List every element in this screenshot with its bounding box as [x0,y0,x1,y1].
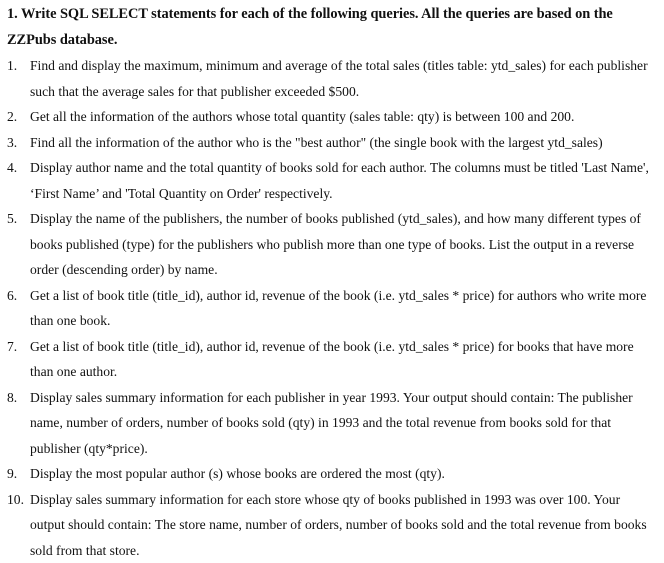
question-item [6,104,658,130]
question-text: Get all the information of the authors whose total quantity (sales table: qty) is between 100 and 200. [30,104,658,130]
question-number: 2. [6,104,30,130]
question-text: Get a list of book title (title_id), author id, revenue of the book (i.e. ytd_sales * price) for authors who write more than one book. [30,283,658,334]
question-number: 4. [6,155,30,206]
question-number: 10. [6,487,30,563]
question-number: 1. [6,53,30,104]
question-item [6,283,658,334]
question-number: 7. [6,334,30,385]
question-item [6,461,658,487]
question-text: Find and display the maximum, minimum and average of the total sales (titles table: ytd_sales) for each publisher such that the average sales for that publisher exceeded $500. [30,53,658,104]
question-number: 6. [6,283,30,334]
question-item [6,206,658,283]
question-text: Display sales summary information for each publisher in year 1993. Your output should contain: The publisher name, number of orders, number of books sold (qty) in 1993 and the total revenue from books sold for that publisher (qty*price). [30,385,658,462]
question-item [6,385,658,462]
question-number: 3. [6,130,30,156]
question-item [6,334,658,385]
question-text: Display the most popular author (s) whose books are ordered the most (qty). [30,461,658,487]
question-number: 8. [6,385,30,462]
heading-line-2: ZZPubs database. [7,28,658,54]
question-number: 5. [6,206,30,283]
question-item [6,53,658,104]
heading-line-1: 1. Write SQL SELECT statements for each of the following queries. All the queries are based on the [7,2,658,28]
question-text: Display author name and the total quantity of books sold for each author. The columns must be titled 'Last Name', ‘First Name’ and 'Total Quantity on Order' respectively. [30,155,658,206]
question-text: Display sales summary information for each store whose qty of books published in 1993 was over 100. Your output should contain: The store name, number of orders, number of books sold and the total revenue from books sold from that store. [30,487,658,563]
question-list [6,53,658,563]
assignment-heading [6,2,658,53]
question-text: Get a list of book title (title_id), author id, revenue of the book (i.e. ytd_sales * price) for books that have more than one author. [30,334,658,385]
question-text: Display the name of the publishers, the number of books published (ytd_sales), and how many different types of books published (type) for the publishers who publish more than one type of books. List the output in a reverse order (descending order) by name. [30,206,658,283]
question-text: Find all the information of the author who is the "best author" (the single book with the largest ytd_sales) [30,130,658,156]
question-item [6,130,658,156]
question-item [6,155,658,206]
question-number: 9. [6,461,30,487]
